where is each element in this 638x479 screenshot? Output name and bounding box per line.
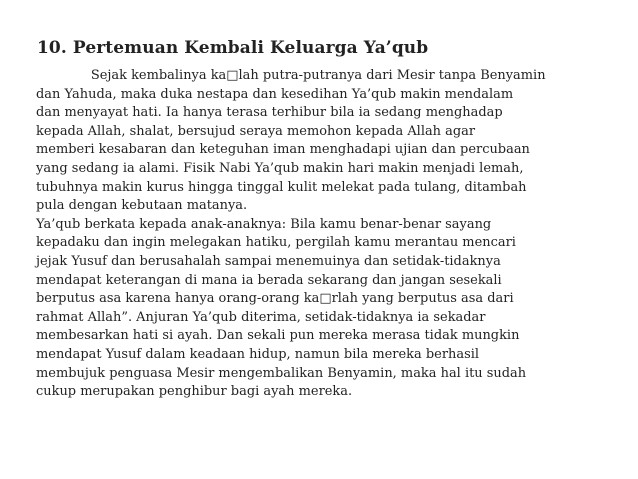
text-line: yang sedang ia alami. Fisik Nabi Ya’qub makin hari makin menjadi lemah, [36, 160, 524, 176]
text-line: membujuk penguasa Mesir mengembalikan Benyamin, maka hal itu sudah [36, 365, 527, 381]
text-line: pula dengan kebutaan matanya. [36, 198, 248, 214]
text-line: Sejak kembalinya ka□lah putra-putranya dari Mesir tanpa Benyamin [90, 68, 546, 83]
text-line: Ya’qub berkata kepada anak-anaknya: Bila kamu benar-benar sayang [36, 216, 492, 232]
text-line: mendapat Yusuf dalam keadaan hidup, namun bila mereka berhasil [36, 346, 480, 362]
text-line: kepadaku dan ingin melegakan hatiku, pergilah kamu merantau mencari [36, 235, 516, 251]
text-line: rahmat Allah”. Anjuran Ya’qub diterima, setidak-tidaknya ia sekadar [36, 309, 486, 325]
text-line: dan Yahuda, maka duka nestapa dan kesedihan Ya’qub makin mendalam [36, 86, 514, 102]
text-line: mendapat keterangan di mana ia berada sekarang dan jangan sesekali [36, 272, 502, 288]
text-line: cukup merupakan penghibur bagi ayah mereka. [36, 384, 353, 400]
slide-heading: 10. Pertemuan Kembali Keluarga Ya’qub [37, 38, 429, 58]
text-line: membesarkan hati si ayah. Dan sekali pun mereka merasa tidak mungkin [36, 328, 520, 344]
text-line: berputus asa karena hanya orang-orang ka□rlah yang berputus asa dari [36, 291, 514, 307]
text-line: jejak Yusuf dan berusahalah sampai menemuinya dan setidak-tidaknya [36, 253, 501, 269]
text-line: kepada Allah, shalat, bersujud seraya memohon kepada Allah agar [36, 123, 476, 139]
text-line: dan menyayat hati. Ia hanya terasa terhibur bila ia sedang menghadap [36, 105, 503, 121]
body-text [36, 67, 634, 402]
text-line: tubuhnya makin kurus hingga tinggal kulit melekat pada tulang, ditambah [36, 179, 527, 195]
text-line: memberi kesabaran dan keteguhan iman menghadapi ujian dan percubaan [36, 142, 530, 158]
